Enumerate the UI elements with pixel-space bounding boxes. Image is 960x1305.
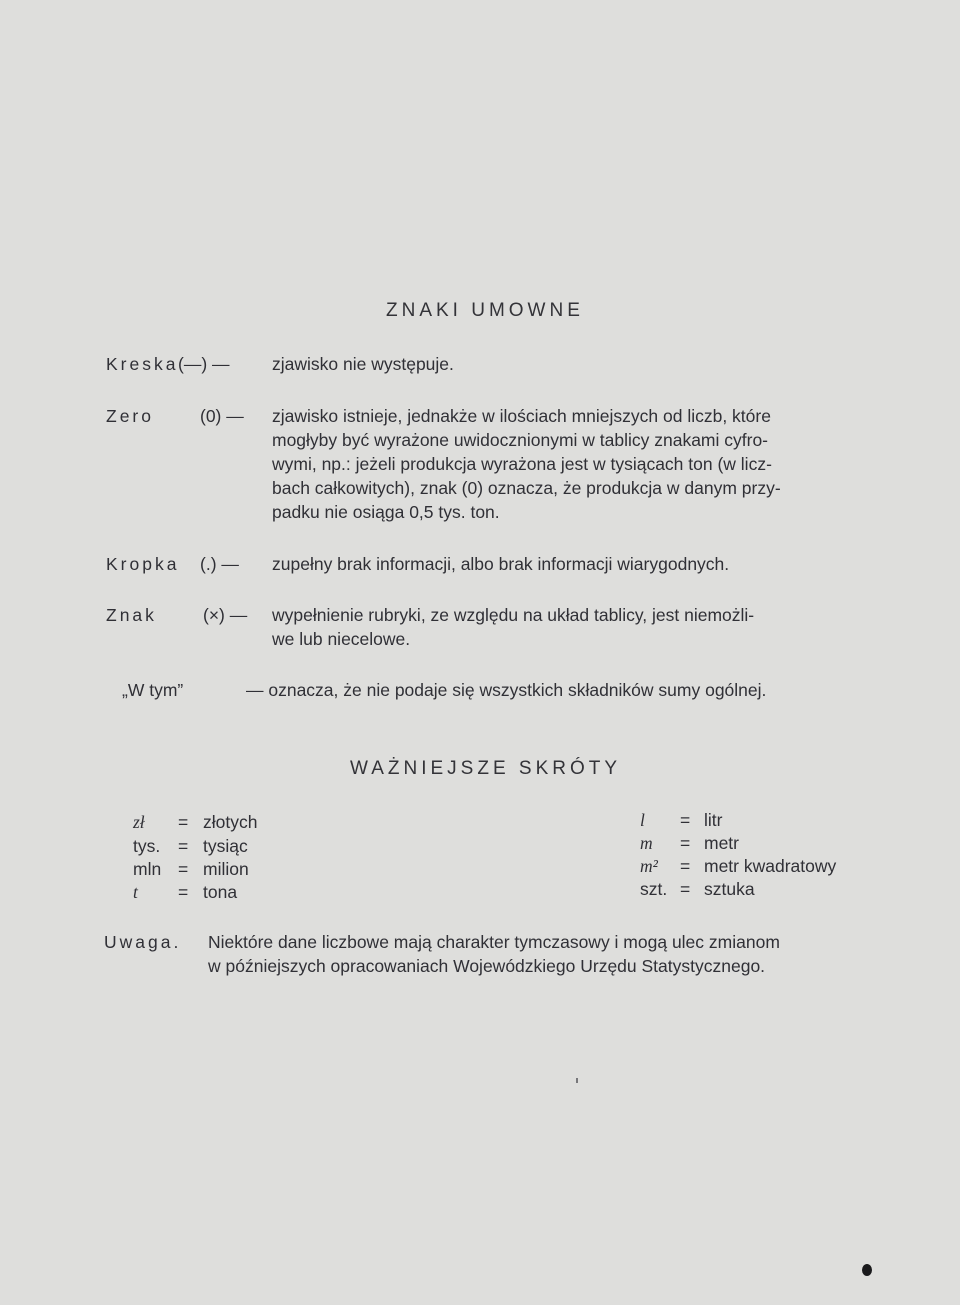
abbr-right-1: m xyxy=(640,833,653,853)
note-line-1: Niektóre dane liczbowe mają charakter tymczasowy i mogą ulec zmianom xyxy=(208,932,780,952)
abbr-left-0: zł xyxy=(133,812,145,832)
abbr-right-0-meaning: litr xyxy=(704,810,723,830)
abbr-right-1-eq: = xyxy=(680,833,691,853)
note-line-2: w późniejszych opracowaniach Wojewódzkiego Urzędu Statystycznego. xyxy=(208,956,766,976)
abbr-left-1-eq: = xyxy=(178,836,189,856)
zero-sign: (0) — xyxy=(200,406,244,426)
abbr-left-2-meaning: milion xyxy=(203,859,249,879)
abbr-right-3-eq: = xyxy=(680,879,691,899)
abbr-right-2: m² xyxy=(640,856,658,876)
abbr-left-0-eq: = xyxy=(178,812,189,832)
note-label: Uwaga. xyxy=(104,932,182,952)
znak-line-1: wypełnienie rubryki, ze względu na układ tablicy, jest niemożli- xyxy=(272,605,755,625)
kreska-description: zjawisko nie występuje. xyxy=(272,354,454,374)
abbr-right-3-meaning: sztuka xyxy=(704,879,755,899)
abbr-right-3: szt. xyxy=(640,879,668,899)
kropka-sign: (.) — xyxy=(200,554,239,574)
kropka-description: zupełny brak informacji, albo brak informacji wiarygodnych. xyxy=(272,554,730,574)
zero-line-1: zjawisko istnieje, jednakże w ilościach mniejszych od liczb, które xyxy=(272,406,771,426)
symbols-heading: ZNAKI UMOWNE xyxy=(386,300,584,321)
scan-ink-dot xyxy=(862,1264,872,1276)
abbr-left-1-meaning: tysiąc xyxy=(203,836,248,856)
abbr-left-0-meaning: złotych xyxy=(203,812,258,832)
wtym-term: „W tym” xyxy=(122,680,184,700)
abbr-left-2-eq: = xyxy=(178,859,189,879)
kreska-sign: (—) — xyxy=(178,354,230,374)
zero-line-4: bach całkowitych), znak (0) oznacza, że produkcja w danym przy- xyxy=(272,478,781,498)
abbr-right-0: l xyxy=(640,810,645,830)
znak-sign: (×) — xyxy=(203,605,248,625)
znak-term: Znak xyxy=(106,605,157,625)
abbr-left-3-meaning: tona xyxy=(203,882,238,902)
abbr-right-0-eq: = xyxy=(680,810,691,830)
zero-term: Zero xyxy=(106,406,154,426)
zero-line-2: mogłyby być wyrażone uwidocznionymi w tablicy znakami cyfro- xyxy=(272,430,769,450)
abbr-left-1: tys. xyxy=(133,836,161,856)
zero-line-5: padku nie osiąga 0,5 tys. ton. xyxy=(272,502,500,522)
znak-line-2: we lub niecelowe. xyxy=(272,629,411,649)
zero-line-3: wymi, np.: jeżeli produkcja wyrażona jest w tysiącach ton (w licz- xyxy=(272,454,772,474)
kropka-term: Kropka xyxy=(106,554,180,574)
abbr-left-3: t xyxy=(133,882,138,902)
abbr-right-2-meaning: metr kwadratowy xyxy=(704,856,837,876)
abbreviations-heading: WAŻNIEJSZE SKRÓTY xyxy=(350,758,622,779)
abbr-right-1-meaning: metr xyxy=(704,833,739,853)
scan-speck xyxy=(576,1078,578,1083)
wtym-description: — oznacza, że nie podaje się wszystkich składników sumy ogólnej. xyxy=(246,680,767,700)
abbr-left-2: mln xyxy=(133,859,162,879)
abbr-right-2-eq: = xyxy=(680,856,691,876)
abbr-left-3-eq: = xyxy=(178,882,189,902)
kreska-term: Kreska xyxy=(106,354,179,374)
